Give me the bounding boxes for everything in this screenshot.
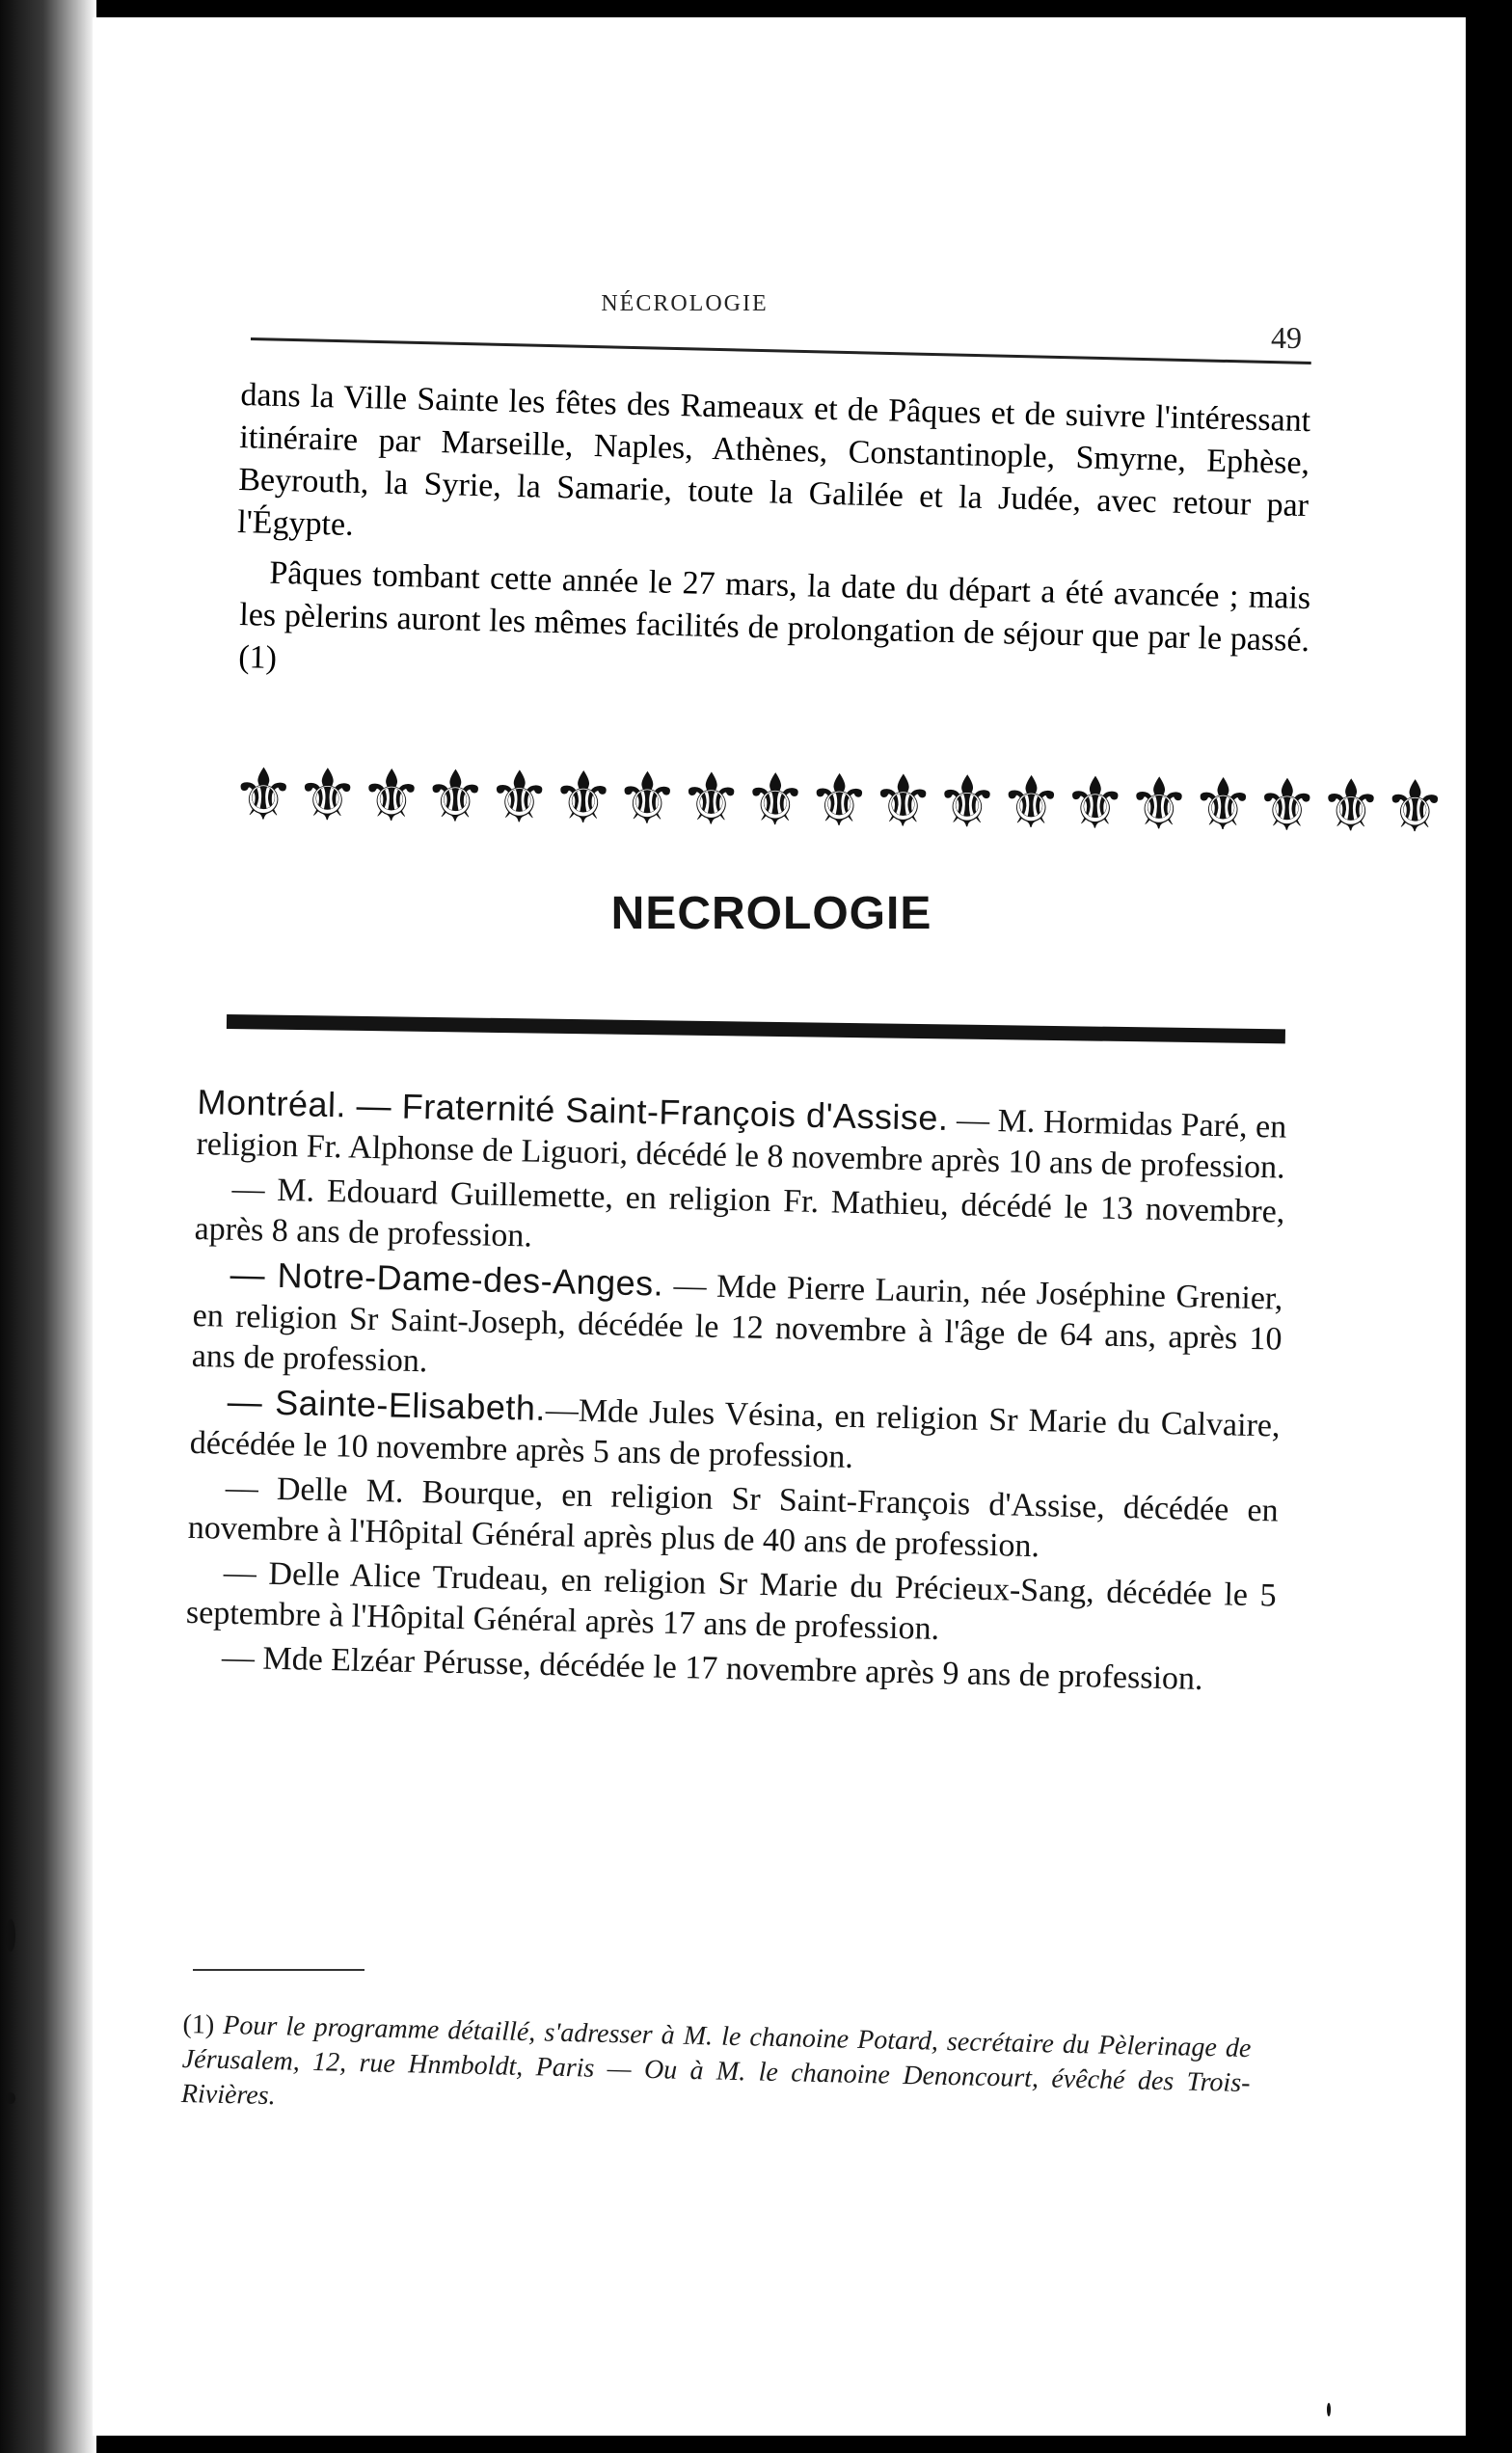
fleur-de-lis-icon: ⚜ (1255, 764, 1320, 849)
fleur-de-lis-icon: ⚜ (998, 761, 1064, 846)
fleur-de-lis-icon: ⚜ (1126, 762, 1192, 847)
fleur-de-lis-icon: ⚜ (678, 758, 744, 842)
fleur-de-lis-icon: ⚜ (1318, 765, 1384, 849)
fleur-de-lis-icon: ⚜ (422, 755, 488, 839)
fleur-de-lis-icon: ⚜ (1190, 763, 1256, 848)
entry-text: — Mde Pierre Laurin, née Joséphine Grenier, en religion Sr Saint-Joseph, décédée le 12 novembre à l'âge de 64 ans, après 10 ans de profession. (191, 1267, 1283, 1380)
entry-text: — Mde Elzéar Pérusse, décédée le 17 novembre après 9 ans de profession. (221, 1639, 1203, 1697)
fleur-de-lis-icon: ⚜ (806, 759, 872, 844)
obituary-list (184, 1082, 1286, 1706)
fleur-de-lis-icon: ⚜ (870, 760, 936, 844)
fleur-de-lis-icon: ⚜ (1063, 762, 1128, 846)
fleur-de-lis-icon: ⚜ (614, 757, 680, 842)
fleur-de-lis-icon: ⚜ (486, 755, 553, 840)
section-title: NECROLOGIE (610, 888, 932, 939)
fleur-de-lis-icon: ⚜ (742, 758, 808, 843)
intro-text-2: Pâques tombant cette année le 27 mars, la date du départ a été avancée ; mais les pèlerins auront les mêmes facilités de prolongation de séjour que par le passé. (1) (237, 554, 1311, 676)
obituary-entry (191, 1253, 1283, 1401)
entry-location: — Sainte-Elisabeth. (227, 1381, 547, 1428)
entry-text: — Delle M. Bourque, en religion Sr Saint-François d'Assise, décédée en novembre à l'Hôpital Général après plus de 40 ans de profession. (187, 1469, 1279, 1565)
footnote-rule (193, 1969, 364, 1971)
running-head: NÉCROLOGIE (601, 291, 769, 316)
entry-text: — M. Hormidas Paré, en religion Fr. Alphonse de Liguori, décédé le 8 novembre après 10 ans de profession. (196, 1101, 1287, 1186)
entry-location: — Notre-Dame-des-Anges. (230, 1253, 664, 1304)
intro-paragraph-1 (237, 374, 1311, 570)
fleur-de-lis-ornament-row (230, 741, 1447, 859)
fleur-de-lis-icon: ⚜ (1382, 765, 1447, 849)
footnote-text: Pour le programme détaillé, s'adresser à M. le chanoine Potard, secrétaire du Pèlerinage de Jérusalem, 12, rue Hnmboldt, Paris — Ou à M. le chanoine Denoncourt, évêché des Trois-Rivières. (180, 2009, 1252, 2112)
page-number: 49 (1271, 320, 1302, 355)
entry-text: — Delle Alice Trudeau, en religion Sr Marie du Précieux-Sang, décédée le 5 septembre à l'Hôpital Général après 17 ans de profession. (185, 1554, 1278, 1647)
intro-text-1: dans la Ville Sainte les fêtes des Rameaux et de Pâques et de suivre l'intéressant itinéraire par Marseille, Naples, Athènes, Constantinople, Smyrne, Ephèse, Beyrouth, la Syrie, la Samarie, toute la Galilée et la Judée, avec retour par l'Égypte. (236, 376, 1311, 543)
intro-paragraph-2 (238, 552, 1311, 705)
footnote-number: (1) (182, 2008, 215, 2040)
fleur-de-lis-icon: ⚜ (294, 753, 361, 838)
fleur-de-lis-icon: ⚜ (359, 754, 424, 839)
entry-text: —Mde Jules Vésina, en religion Sr Marie du Calvaire, décédée le 10 novembre après 5 ans de profession. (189, 1391, 1281, 1475)
entry-location: Montréal. — Fraternité Saint-François d'Assise. (197, 1082, 949, 1138)
fleur-de-lis-icon: ⚜ (934, 760, 1000, 845)
entry-text: — M. Edouard Guillemette, en religion Fr. Mathieu, décédé le 13 novembre, après 8 ans de profession. (194, 1171, 1285, 1254)
book-gutter-shadow (0, 0, 96, 2453)
fleur-de-lis-icon: ⚜ (230, 753, 296, 837)
fleur-de-lis-icon: ⚜ (551, 756, 616, 841)
